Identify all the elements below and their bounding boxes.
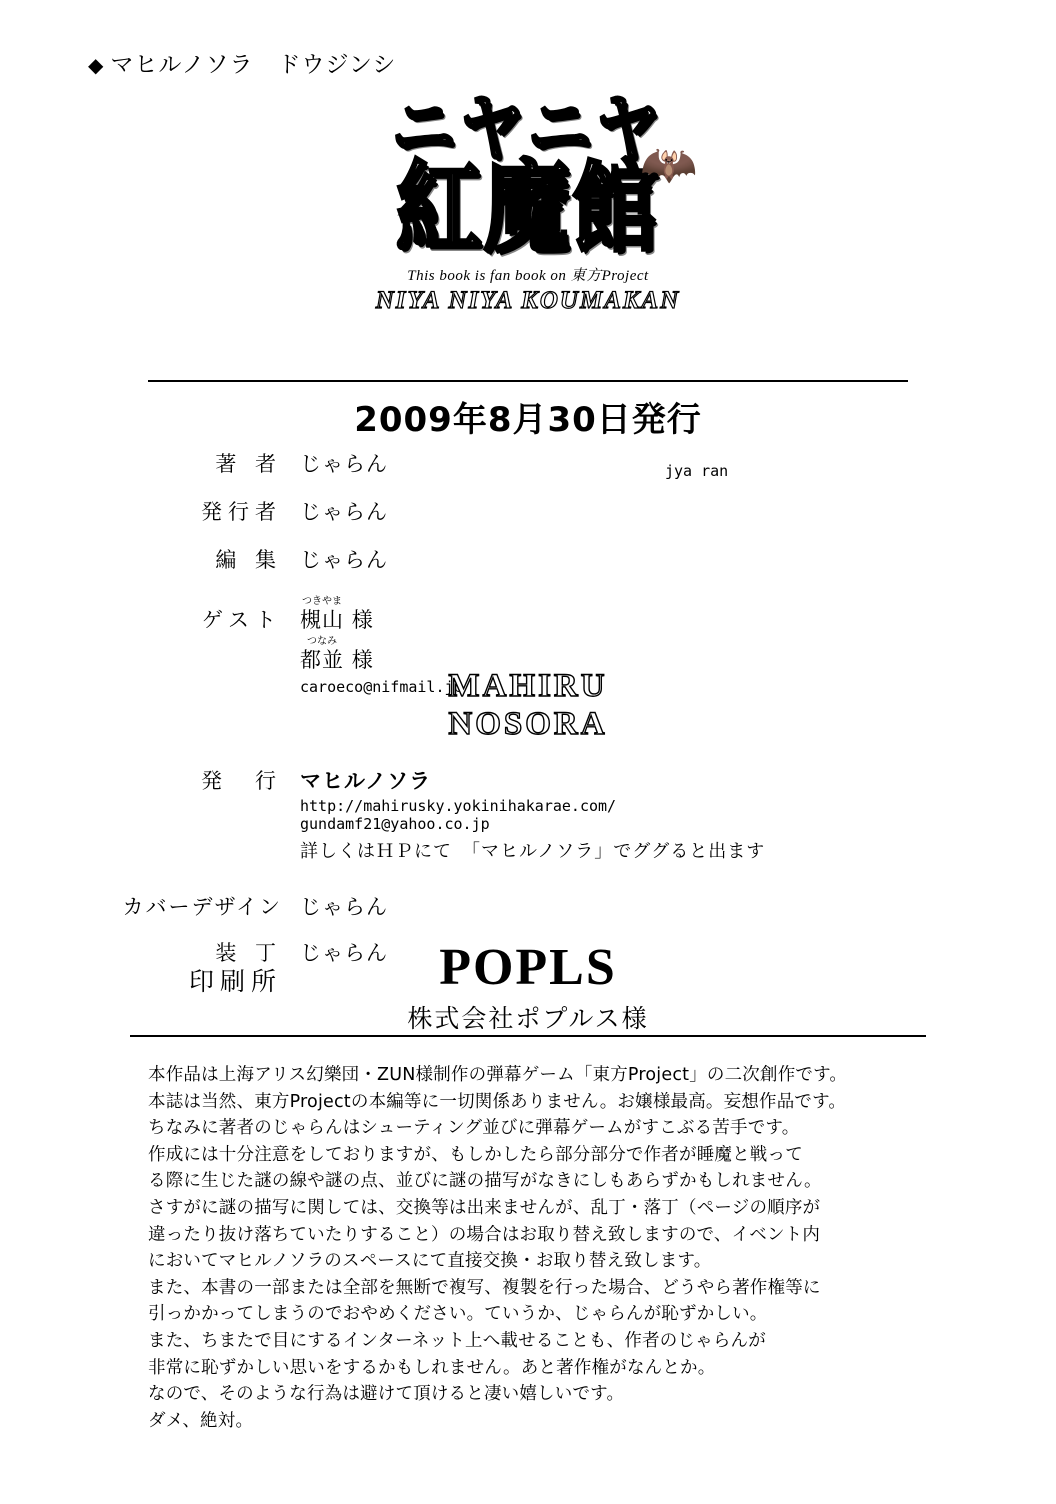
publisher-row <box>0 765 1056 863</box>
breadcrumb <box>88 46 396 79</box>
logo-line-1: ニヤニヤ <box>392 87 664 173</box>
notice-line: ちなみに著者のじゃらんはシューティング並びに弾幕ゲームがすこぶる苦手です。 <box>148 1118 800 1139</box>
notice-line: 作成には十分注意をしておりますが、もしかしたら部分部分で作者が睡魔と戦って <box>148 1144 803 1165</box>
binding-label: 装 丁 <box>215 941 282 965</box>
guest-name-1-base: つきやま 槻山 <box>300 596 344 632</box>
binding-value: じゃらん <box>300 941 388 965</box>
printer-company: 株式会社ポプルス様 <box>407 1004 649 1033</box>
guest-email[interactable]: caroeco@nifmail.jp <box>300 678 463 696</box>
circle-name-label: マヒルノソラ ドウジンシ <box>110 52 397 77</box>
bat-icon: 🦇 <box>640 139 698 190</box>
notice-line: 本誌は当然、東方Projectの本編等に一切関係ありません。お嬢様最高。妄想作品です。 <box>148 1091 847 1112</box>
credit-label: 発行者 <box>201 500 282 524</box>
credit-row-cover-design <box>0 891 1056 921</box>
notice-line: ダメ、絶対。 <box>148 1410 254 1431</box>
wordmark-line-1: MAHIRU <box>448 668 608 704</box>
publisher-values <box>300 765 765 863</box>
credit-label: 著 者 <box>215 452 282 476</box>
wordmark-line-2: NOSORA <box>448 705 608 742</box>
credit-value: じゃらん <box>300 452 388 476</box>
divider-top <box>148 380 908 382</box>
cover-design-label: カバーデザイン <box>122 895 282 919</box>
notice-line: る際に生じた謎の線や謎の点、並びに謎の描写がなきにしもあらずかもしれません。 <box>148 1171 822 1192</box>
publisher-email[interactable]: gundamf21@yahoo.co.jp <box>300 815 490 833</box>
logo-english-tagline: This book is fan book on 東方Project <box>407 268 649 285</box>
publisher-block <box>0 765 1056 967</box>
guest-name-2-ruby: つなみ <box>307 636 337 647</box>
credit-row-author <box>0 448 1056 478</box>
legal-notice <box>148 1062 938 1434</box>
popls-logo: POPLS <box>439 939 617 996</box>
logo-romaji: NIYA NIYA KOUMAKAN <box>375 287 681 315</box>
publisher-label: 発 行 <box>201 769 282 793</box>
divider-bottom <box>130 1035 926 1037</box>
notice-line: 本作品は上海アリス幻樂団・ZUN様制作の弾幕ゲーム「東方Project」の二次創作です。 <box>148 1065 848 1085</box>
guest-name-2-base: つなみ 都並 <box>300 636 344 672</box>
author-romaji-note: jya ran <box>665 462 729 480</box>
guest-name-2-suffix: 様 <box>351 648 374 672</box>
notice-line: また、本書の一部または全部を無断で複写、複製を行った場合、どうやら著作権等に <box>148 1277 821 1298</box>
guest-name-1-ruby: つきやま <box>302 596 342 607</box>
guest-name-1 <box>300 596 463 634</box>
guest-name-1-suffix: 様 <box>351 608 374 632</box>
notice-line: においてマヒルノソラのスペースにて直接交換・お取り替え致します。 <box>148 1251 712 1272</box>
publisher-name: マヒルノソラ <box>300 769 432 793</box>
credits-list <box>0 448 1056 696</box>
credit-row-editor <box>0 544 1056 574</box>
title-logo <box>0 87 1056 315</box>
guest-label: ゲスト <box>201 608 282 632</box>
printer-block <box>0 938 1056 1035</box>
printer-label: 印刷所 <box>188 967 282 996</box>
diamond-icon: ◆ <box>88 55 105 77</box>
credit-value: じゃらん <box>300 500 388 524</box>
notice-line: 違ったり抜け落ちていたりすること）の場合はお取り替え致しますので、イベント内 <box>148 1224 821 1245</box>
brand-wordmark <box>0 668 1056 744</box>
credit-row-publisher-person <box>0 496 1056 526</box>
logo-line-2: 紅魔館 <box>396 151 660 267</box>
notice-line: さすがに謎の描写に関しては、交換等は出来ませんが、乱丁・落丁（ページの順序が <box>148 1197 821 1218</box>
publication-date: 2009年8月30日発行 <box>354 400 702 440</box>
notice-line: 引っかかってしまうのでおやめください。ていうか、じゃらんが恥ずかしい。 <box>148 1304 768 1325</box>
cover-design-value: じゃらん <box>300 895 388 919</box>
notice-line: なので、そのような行為は避けて頂けると凄い嬉しいです。 <box>148 1384 625 1405</box>
credit-value: じゃらん <box>300 548 388 572</box>
notice-line: また、ちまたで目にするインターネット上へ載せることも、作者のじゃらんが <box>148 1330 766 1351</box>
publisher-url[interactable]: http://mahirusky.yokinihakarae.com/ <box>300 797 617 815</box>
notice-line: 非常に恥ずかしい思いをするかもしれません。あと著作権がなんとか。 <box>148 1357 716 1378</box>
publisher-note: 詳しくはＨＰにて 「マヒルノソラ」でググると出ます <box>300 841 766 862</box>
credit-label: 編 集 <box>215 548 282 572</box>
